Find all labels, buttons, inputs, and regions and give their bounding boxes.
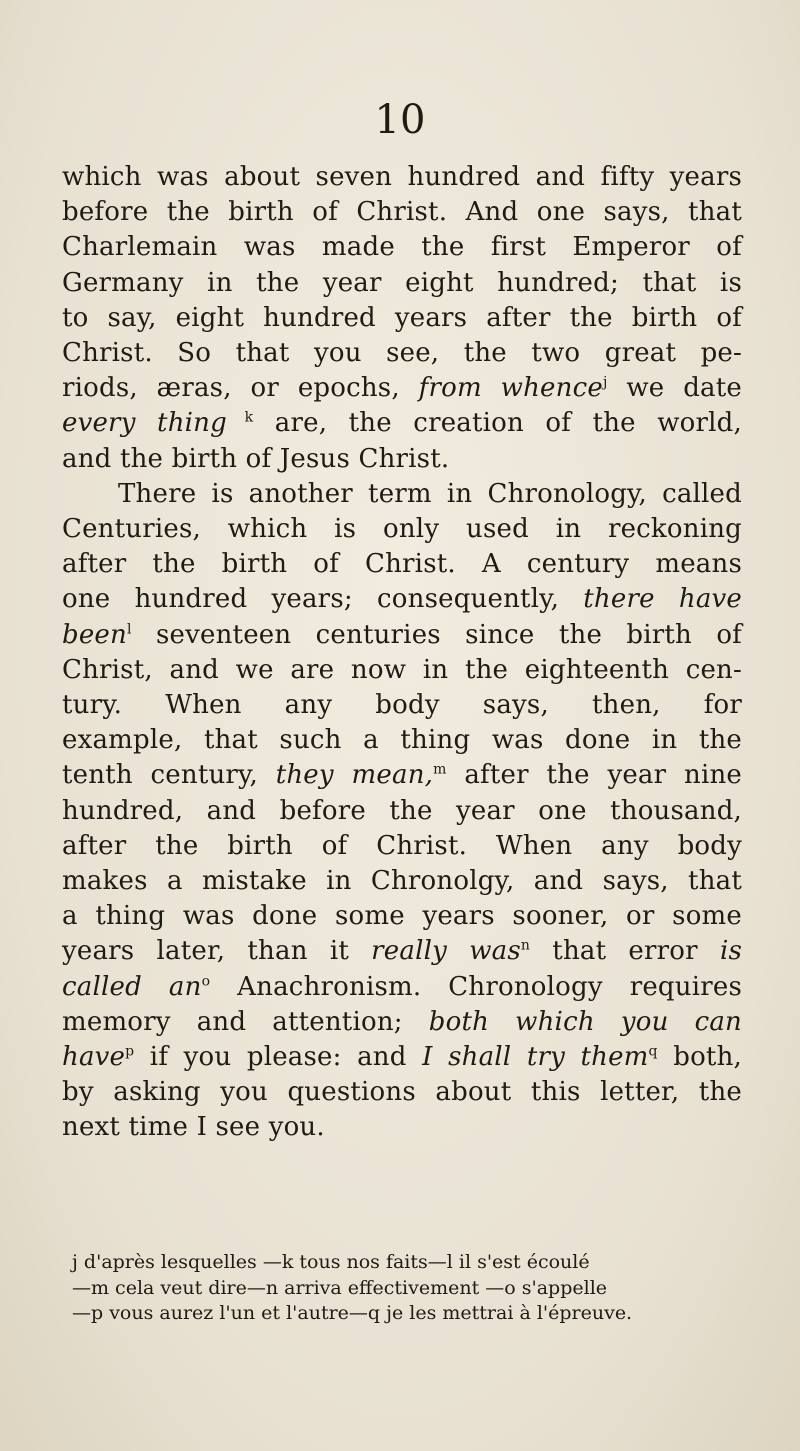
footnote-marker: n [520,937,531,954]
italic-text: is [719,936,742,967]
text-segment: next time I see you. [62,1112,325,1143]
text-line [62,970,742,1005]
text-line [62,653,742,688]
footnote-marker: p [125,1043,135,1060]
text-segment: Anachronism. Chronology requires [210,971,742,1002]
text-line [62,195,742,230]
text-segment: after the year nine [446,760,742,791]
text-line [62,618,742,653]
italic-text: really was [371,936,521,967]
italic-text: called an [62,971,202,1002]
text-line [62,336,742,371]
text-segment: after the birth of Christ. A century means [62,549,742,580]
text-segment: Christ. So that you see, the two great pe- [62,338,742,369]
text-segment: riods, æras, or epochs, [62,373,419,404]
text-line [62,1005,742,1040]
text-line [62,512,742,547]
italic-text: every thing [62,408,227,439]
text-segment: tenth century, [62,760,276,791]
text-line [62,864,742,899]
text-line [62,477,742,512]
text-segment: if you please: and [134,1042,423,1073]
text-line [62,794,742,829]
text-segment: seventeen centuries since the birth of [131,619,742,650]
text-segment: by asking you questions about this letter, the [62,1077,742,1108]
italic-text: been [62,619,127,650]
text-segment: example, that such a thing was done in the [62,725,742,756]
text-segment: memory and attention; [62,1006,429,1037]
italic-text: both which you can [428,1006,742,1037]
text-segment: hundred, and before the year one thousand, [62,795,742,826]
text-segment: before the birth of Christ. And one says, that [62,197,742,228]
footnotes [72,1250,744,1327]
text-line [62,934,742,969]
italic-text: there have [583,584,742,615]
text-line [62,1075,742,1110]
text-segment: are, the creation of the world, [253,408,742,439]
footnote-marker: k [226,409,254,426]
text-line [62,582,742,617]
footnote-marker: o [201,973,211,990]
text-segment: which was about seven hundred and fifty years [62,162,742,192]
text-segment: one hundred years; consequently, [62,584,584,615]
italic-text: from whence [418,373,603,404]
text-line [62,1040,742,1075]
text-line [62,758,742,793]
text-line [62,899,742,934]
text-segment: tury. When any body says, then, for [62,690,742,721]
text-segment: makes a mistake in Chronolgy, and says, that [62,866,742,897]
text-segment: we date [607,373,742,404]
text-line [62,230,742,265]
text-segment: Charlemain was made the first Emperor of [62,232,742,263]
text-line [62,688,742,723]
footnote-marker: l [126,620,132,637]
text-segment: after the birth of Christ. When any body [62,830,742,861]
text-segment: Christ, and we are now in the eighteenth cen- [62,654,742,685]
text-line [62,547,742,582]
footnote-marker: j [602,374,608,391]
text-segment: and the birth of Jesus Christ. [62,443,450,474]
text-segment: Germany in the year eight hundred; that is [62,267,742,298]
footnote-marker: q [648,1043,658,1060]
footnote-line: —m cela veut dire—n arriva effectivement —o s'appelle [72,1276,608,1299]
text-line [62,1110,742,1145]
text-segment: that error [530,936,720,967]
text-line [62,266,742,301]
italic-text: they mean, [275,760,434,791]
text-segment: to say, eight hundred years after the birth of [62,302,742,333]
text-segment: a thing was done some years sooner, or some [62,901,742,932]
text-segment: Centuries, which is only used in reckoning [62,514,742,545]
body-text [62,160,742,1146]
footnote-marker: m [433,761,447,778]
text-line [62,442,742,477]
text-line [62,723,742,758]
text-line [62,829,742,864]
italic-text: I shall try them [422,1042,649,1073]
text-line [62,406,742,441]
text-segment: There is another term in Chronology, called [118,478,742,509]
page-number: 10 [374,97,426,143]
footnote-line: —p vous aurez l'un et l'autre—q je les mettrai à l'épreuve. [72,1302,633,1324]
text-segment: years later, than it [62,936,372,967]
text-line [62,301,742,336]
text-line [62,371,742,406]
text-segment: both, [657,1042,742,1073]
text-line [62,160,742,195]
footnote-line: j d'après lesquelles —k tous nos faits—l il s'est écoulé [72,1251,590,1273]
italic-text: have [62,1042,126,1073]
